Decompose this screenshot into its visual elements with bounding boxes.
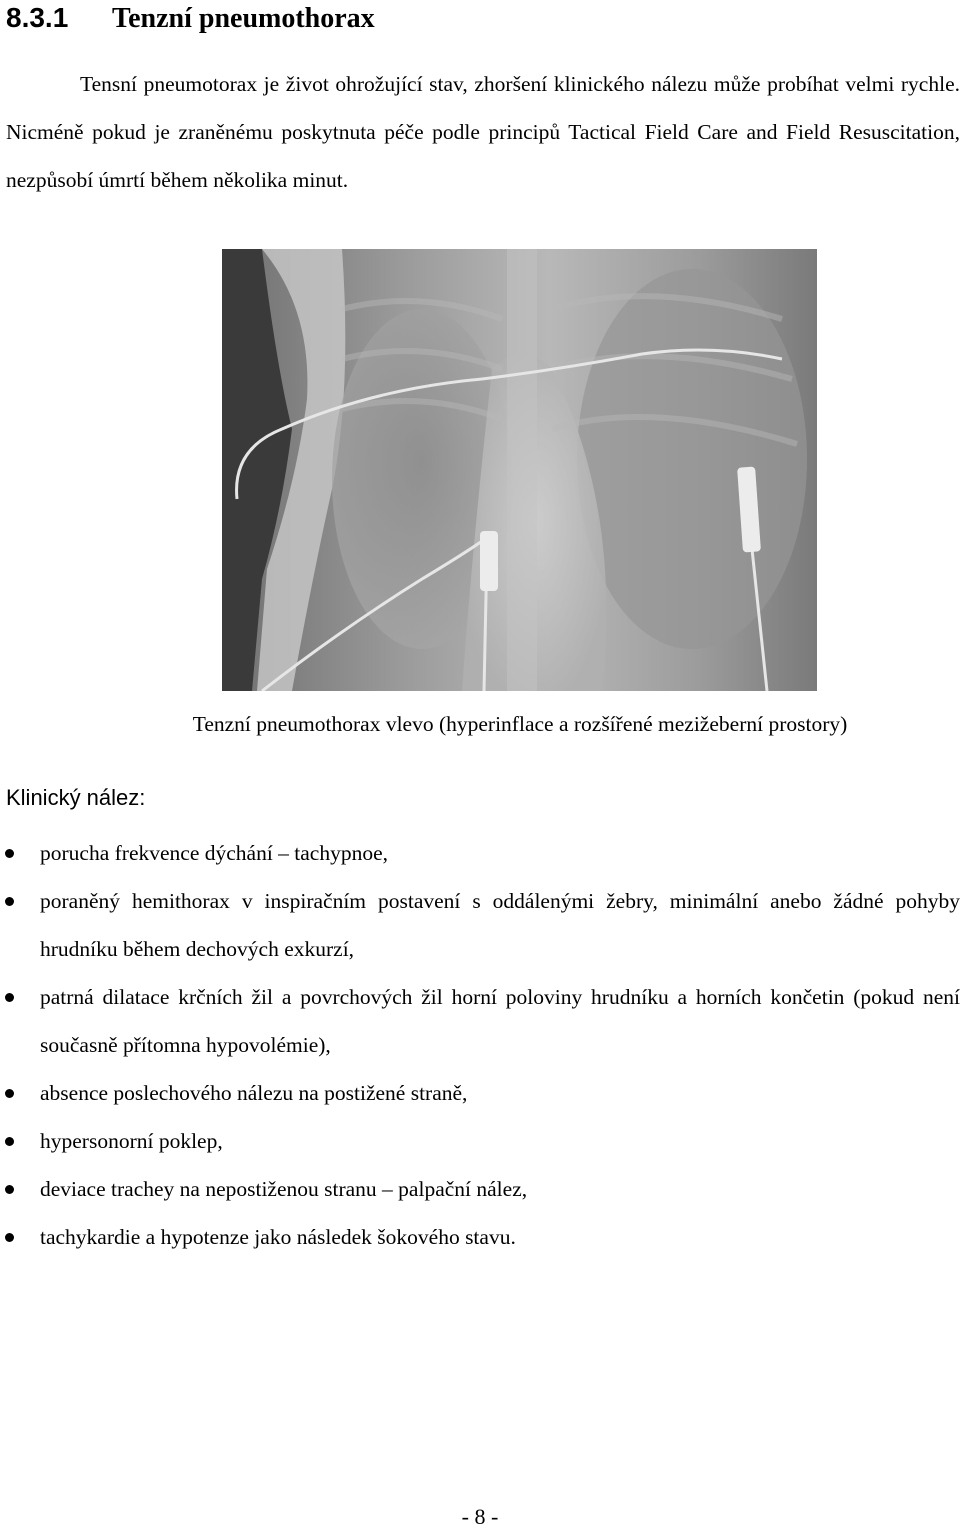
- list-item: porucha frekvence dýchání – tachypnoe,: [0, 829, 960, 877]
- chest-xray-image: [222, 249, 817, 691]
- bullet-icon: [5, 1089, 14, 1098]
- intro-paragraph: Tensní pneumotorax je život ohrožující stav, zhoršení klinického nálezu může probíhat velmi rychle. Nicméně pokud je zraněnému poskytnuta péče podle principů Tactical Field Care and Field Resuscitation, nezpůsobí úmrtí během několika minut.: [6, 72, 960, 192]
- bullet-icon: [5, 897, 14, 906]
- bullet-icon: [5, 849, 14, 858]
- list-item: hypersonorní poklep,: [0, 1117, 960, 1165]
- figure-caption: Tenzní pneumothorax vlevo (hyperinflace a rozšířené mezižeberní prostory): [192, 712, 848, 736]
- list-item: tachykardie a hypotenze jako následek šokového stavu.: [0, 1213, 960, 1261]
- findings-heading: Klinický nález:: [6, 785, 146, 810]
- list-item: poraněný hemithorax v inspiračním postavení s oddálenými žebry, minimální anebo žádné pohyby hrudníku během dechových exkurzí,: [0, 877, 960, 973]
- list-item: absence poslechového nálezu na postižené straně,: [0, 1069, 960, 1117]
- bullet-icon: [5, 993, 14, 1002]
- bullet-icon: [5, 1185, 14, 1194]
- section-heading: [6, 0, 375, 36]
- section-number: 8.3.1: [6, 2, 69, 33]
- section-title: Tenzní pneumothorax: [112, 3, 375, 34]
- page-number: - 8 -: [461, 1504, 499, 1529]
- bullet-icon: [5, 1137, 14, 1146]
- list-item: deviace trachey na nepostiženou stranu – palpační nález,: [0, 1165, 960, 1213]
- findings-list: [0, 829, 960, 1261]
- list-item: patrná dilatace krčních žil a povrchových žil horní poloviny hrudníku a horních končetin (pokud není současně přítomna hypovolémie),: [0, 973, 960, 1069]
- bullet-icon: [5, 1233, 14, 1242]
